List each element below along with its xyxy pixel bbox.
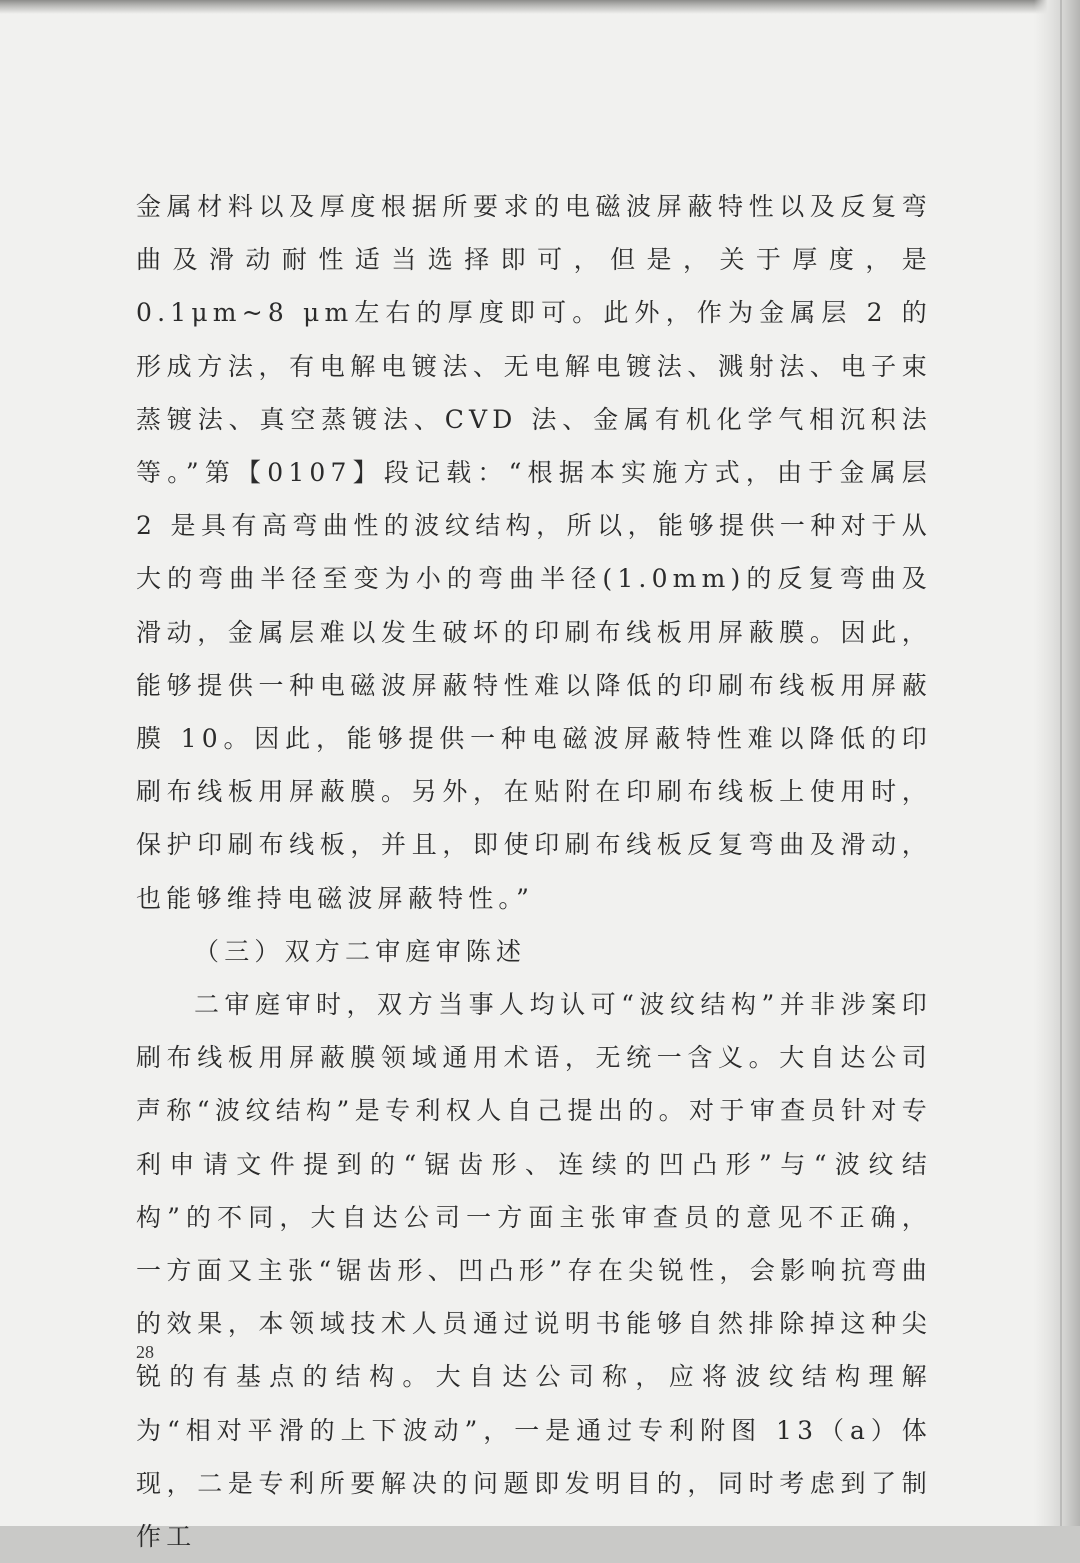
- section-heading: （三）双方二审庭审陈述: [194, 936, 527, 966]
- scan-edge-right: [1034, 0, 1080, 1526]
- scan-edge-top: [0, 0, 1080, 14]
- scan-edge-line: [1060, 0, 1062, 1526]
- page-number: 28: [136, 1342, 154, 1362]
- paragraph-continuation: 金属材料以及厚度根据所要求的电磁波屏蔽特性以及反复弯曲及滑动耐性适当选择即可，但是，关于厚度，是 0.1μm~8 μm左右的厚度即可。此外，作为金属层 2 的形成方法，有电解电镀法、无电解电镀法、溅射法、电子束蒸镀法、真空蒸镀法、CVD 法、金属有机化学气相沉积法等。”第【0107】段记载：“根据本实施方式，由于金属层 2 是具有高弯曲性的波纹结构，所以，能够提供一种对于从大的弯曲半径至变为小的弯曲半径(1.0mm)的反复弯曲及滑动，金属层难以发生破坏的印刷布线板用屏蔽膜。因此，能够提供一种电磁波屏蔽特性难以降低的印刷布线板用屏蔽膜 10。因此，能够提供一种电磁波屏蔽特性难以降低的印刷布线板用屏蔽膜。另外，在贴附在印刷布线板上使用时，保护印刷布线板，并且，即使印刷布线板反复弯曲及滑动，也能够维持电磁波屏蔽特性。”: [136, 192, 932, 913]
- document-body: [136, 180, 932, 1563]
- paragraph-second-instance-statements: 二审庭审时，双方当事人均认可“波纹结构”并非涉案印刷布线板用屏蔽膜领域通用术语，无统一含义。大自达公司声称“波纹结构”是专利权人自己提出的。对于审查员针对专利申请文件提到的“锯齿形、连续的凹凸形”与“波纹结构”的不同，大自达公司一方面主张审查员的意见不正确，一方面又主张“锯齿形、凹凸形”存在尖锐性，会影响抗弯曲的效果，本领域技术人员通过说明书能够自然排除掉这种尖锐的有基点的结构。大自达公司称，应将波纹结构理解为“相对平滑的上下波动”，一是通过专利附图 13（a）体现，二是专利所要解决的问题即发明目的，同时考虑到了制作工: [136, 990, 932, 1552]
